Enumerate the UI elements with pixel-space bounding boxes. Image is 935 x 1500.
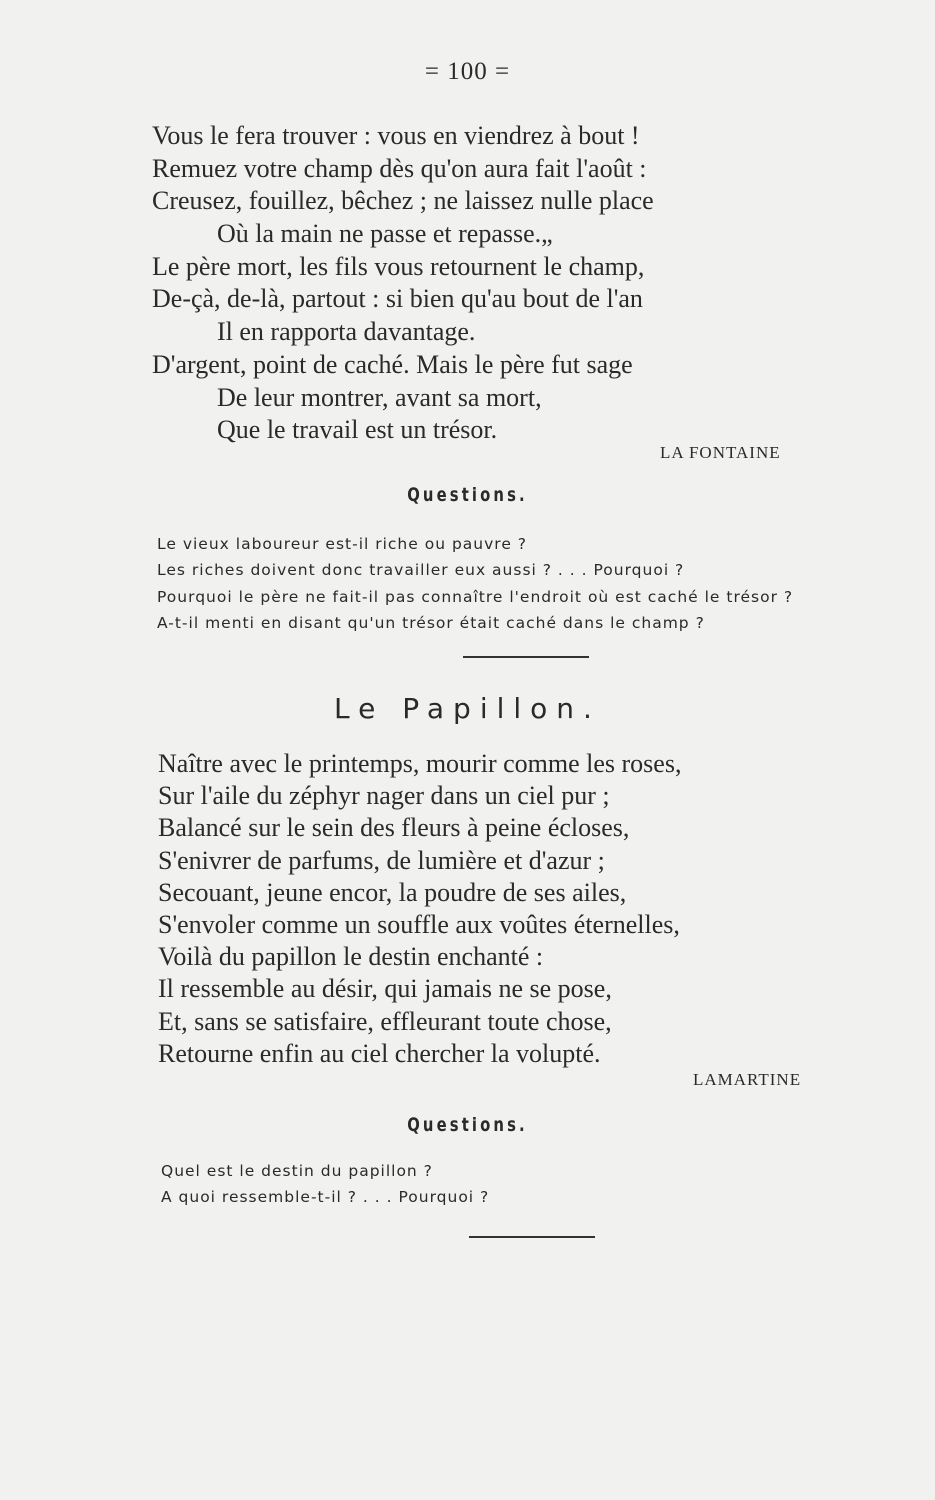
poem-line: De-çà, de-là, partout : si bien qu'au bout de l'an xyxy=(152,284,643,314)
author-la-fontaine: LA FONTAINE xyxy=(660,443,781,462)
question-item: Pourquoi le père ne fait-il pas connaître l'endroit où est caché le trésor ? xyxy=(157,587,794,606)
author-lamartine: LAMARTINE xyxy=(693,1070,802,1089)
section-title: Le Papillon. xyxy=(334,692,601,725)
poem-lamartine xyxy=(158,748,681,1070)
poem-line: De leur montrer, avant sa mort, xyxy=(217,382,542,412)
question-item: Le vieux laboureur est-il riche ou pauvre ? xyxy=(157,535,528,553)
poem-line: Remuez votre champ dès qu'on aura fait l'août : xyxy=(152,153,647,183)
poem-line: S'envoler comme un souffle aux voûtes éternelles, xyxy=(158,909,680,939)
poem-line: D'argent, point de caché. Mais le père fut sage xyxy=(152,349,633,379)
question-item: Les riches doivent donc travailler eux aussi ? . . . Pourquoi ? xyxy=(157,561,685,580)
poem-line: Vous le fera trouver : vous en viendrez à bout ! xyxy=(152,121,640,150)
poem-line: Balancé sur le sein des fleurs à peine écloses, xyxy=(158,813,630,843)
poem-line: Creusez, fouillez, bêchez ; ne laissez nulle place xyxy=(152,186,654,216)
question-item: A quoi ressemble-t-il ? . . . Pourquoi ? xyxy=(161,1188,490,1207)
questions-list-1 xyxy=(157,531,793,636)
section-divider xyxy=(463,656,589,658)
poem-line: Où la main ne passe et repasse.„ xyxy=(217,219,553,249)
poem-line: Retourne enfin au ciel chercher la volupté. xyxy=(158,1038,601,1068)
poem-line: Secouant, jeune encor, la poudre de ses ailes, xyxy=(158,877,627,907)
poem-line: Le père mort, les fils vous retournent le champ, xyxy=(152,251,645,281)
question-item: Quel est le destin du papillon ? xyxy=(161,1162,433,1180)
poem-la-fontaine xyxy=(152,120,654,447)
poem-line: Et, sans se satisfaire, effleurant toute chose, xyxy=(158,1006,612,1036)
page-number: = 100 = xyxy=(424,58,511,85)
poem-line: Que le travail est un trésor. xyxy=(217,415,498,445)
poem-line: S'enivrer de parfums, de lumière et d'azur ; xyxy=(158,845,605,875)
poem-line: Voilà du papillon le destin enchanté : xyxy=(158,942,544,972)
poem-line: Il en rapporta davantage. xyxy=(217,317,476,347)
poem-line: Il ressemble au désir, qui jamais ne se pose, xyxy=(158,974,612,1004)
poem-line: Naître avec le printemps, mourir comme les roses, xyxy=(158,749,682,778)
poem-line: Sur l'aile du zéphyr nager dans un ciel pur ; xyxy=(158,781,610,811)
questions-heading-2: Questions. xyxy=(407,1114,528,1136)
question-item: A-t-il menti en disant qu'un trésor était caché dans le champ ? xyxy=(157,613,705,632)
questions-list-2 xyxy=(161,1158,489,1211)
questions-heading-1: Questions. xyxy=(407,484,528,506)
end-divider xyxy=(469,1236,595,1238)
